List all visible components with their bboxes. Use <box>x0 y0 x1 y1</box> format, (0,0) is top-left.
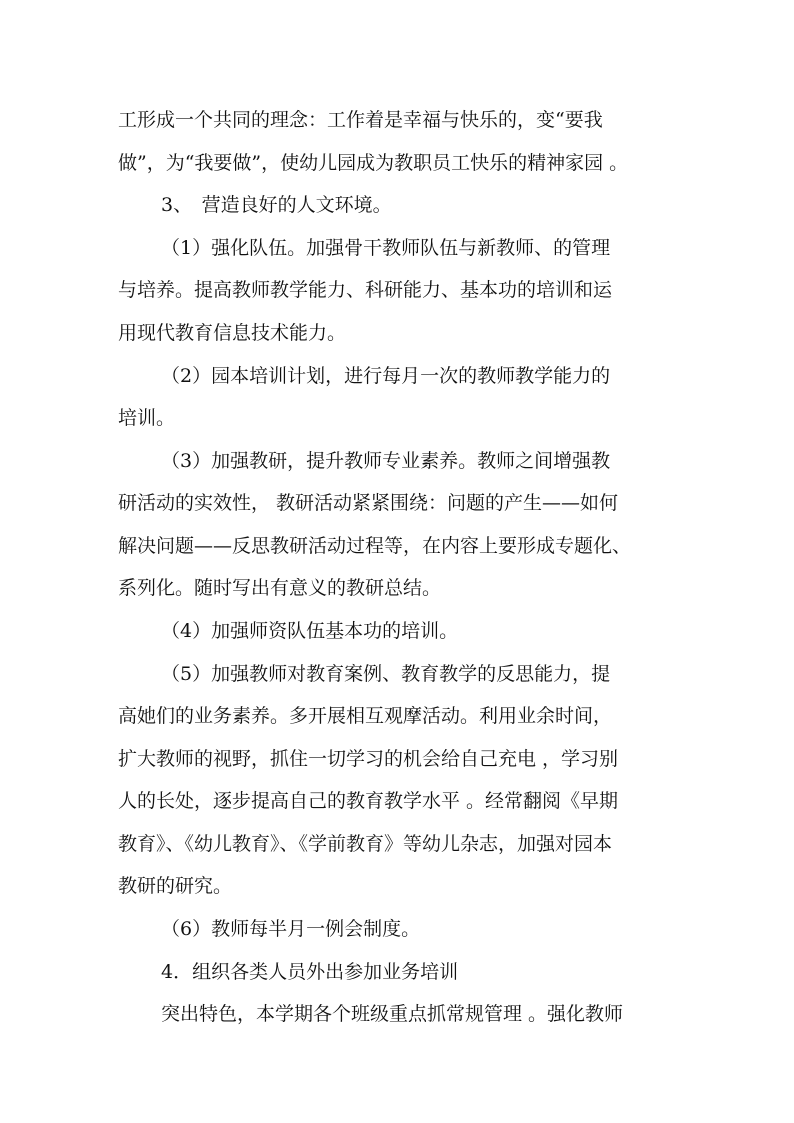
text-line: 人的长处，逐步提高自己的教育教学水平 。经常翻阅《早期 <box>118 790 619 812</box>
section-heading: 3、 营造良好的人文环境。 <box>161 194 392 216</box>
text-line: （5）加强教师对教育案例、教育教学的反思能力，提 <box>161 663 611 685</box>
text-line: （4）加强师资队伍基本功的培训。 <box>161 620 459 642</box>
text-line: 突出特色，本学期各个班级重点抓常规管理 。强化教师 <box>161 1003 624 1025</box>
text-line: 教研的研究。 <box>118 875 233 897</box>
text-line: （3）加强教研，提升教师专业素养。教师之间增强教 <box>161 450 611 472</box>
text-line: 系列化。随时写出有意义的教研总结。 <box>118 577 442 599</box>
text-line: 教育》、《幼儿教育》、《学前教育》等幼儿杂志，加强对园本 <box>118 833 613 855</box>
text-line: 做”，为“我要做”，使幼儿园成为教职员工快乐的精神家园 。 <box>118 152 629 174</box>
text-line: 高她们的业务素养。多开展相互观摩活动。利用业余时间， <box>118 705 613 727</box>
text-line: 培训。 <box>118 407 176 429</box>
text-line: 与培养。提高教师教学能力、科研能力、基本功的培训和运 <box>118 279 613 301</box>
text-line: 扩大教师的视野，抓住一切学习的机会给自己充电 ，学习别 <box>118 748 619 770</box>
text-line: （2）园本培训计划，进行每月一次的教师教学能力的 <box>161 365 611 387</box>
text-line: 用现代教育信息技术能力。 <box>118 322 347 344</box>
text-line: 解决问题——反思教研活动过程等，在内容上要形成专题化、 <box>118 535 632 557</box>
text-line: 研活动的实效性， 教研活动紧紧围绕：问题的产生——如何 <box>118 492 619 514</box>
text-line: （6）教师每半月一例会制度。 <box>161 918 421 940</box>
text-line: 工形成一个共同的理念：工作着是幸福与快乐的，变“要我 <box>118 109 603 131</box>
text-line: （1）强化队伍。加强骨干教师队伍与新教师、的管理 <box>161 237 611 259</box>
section-heading: 4．组织各类人员外出参加业务培训 <box>161 961 459 983</box>
